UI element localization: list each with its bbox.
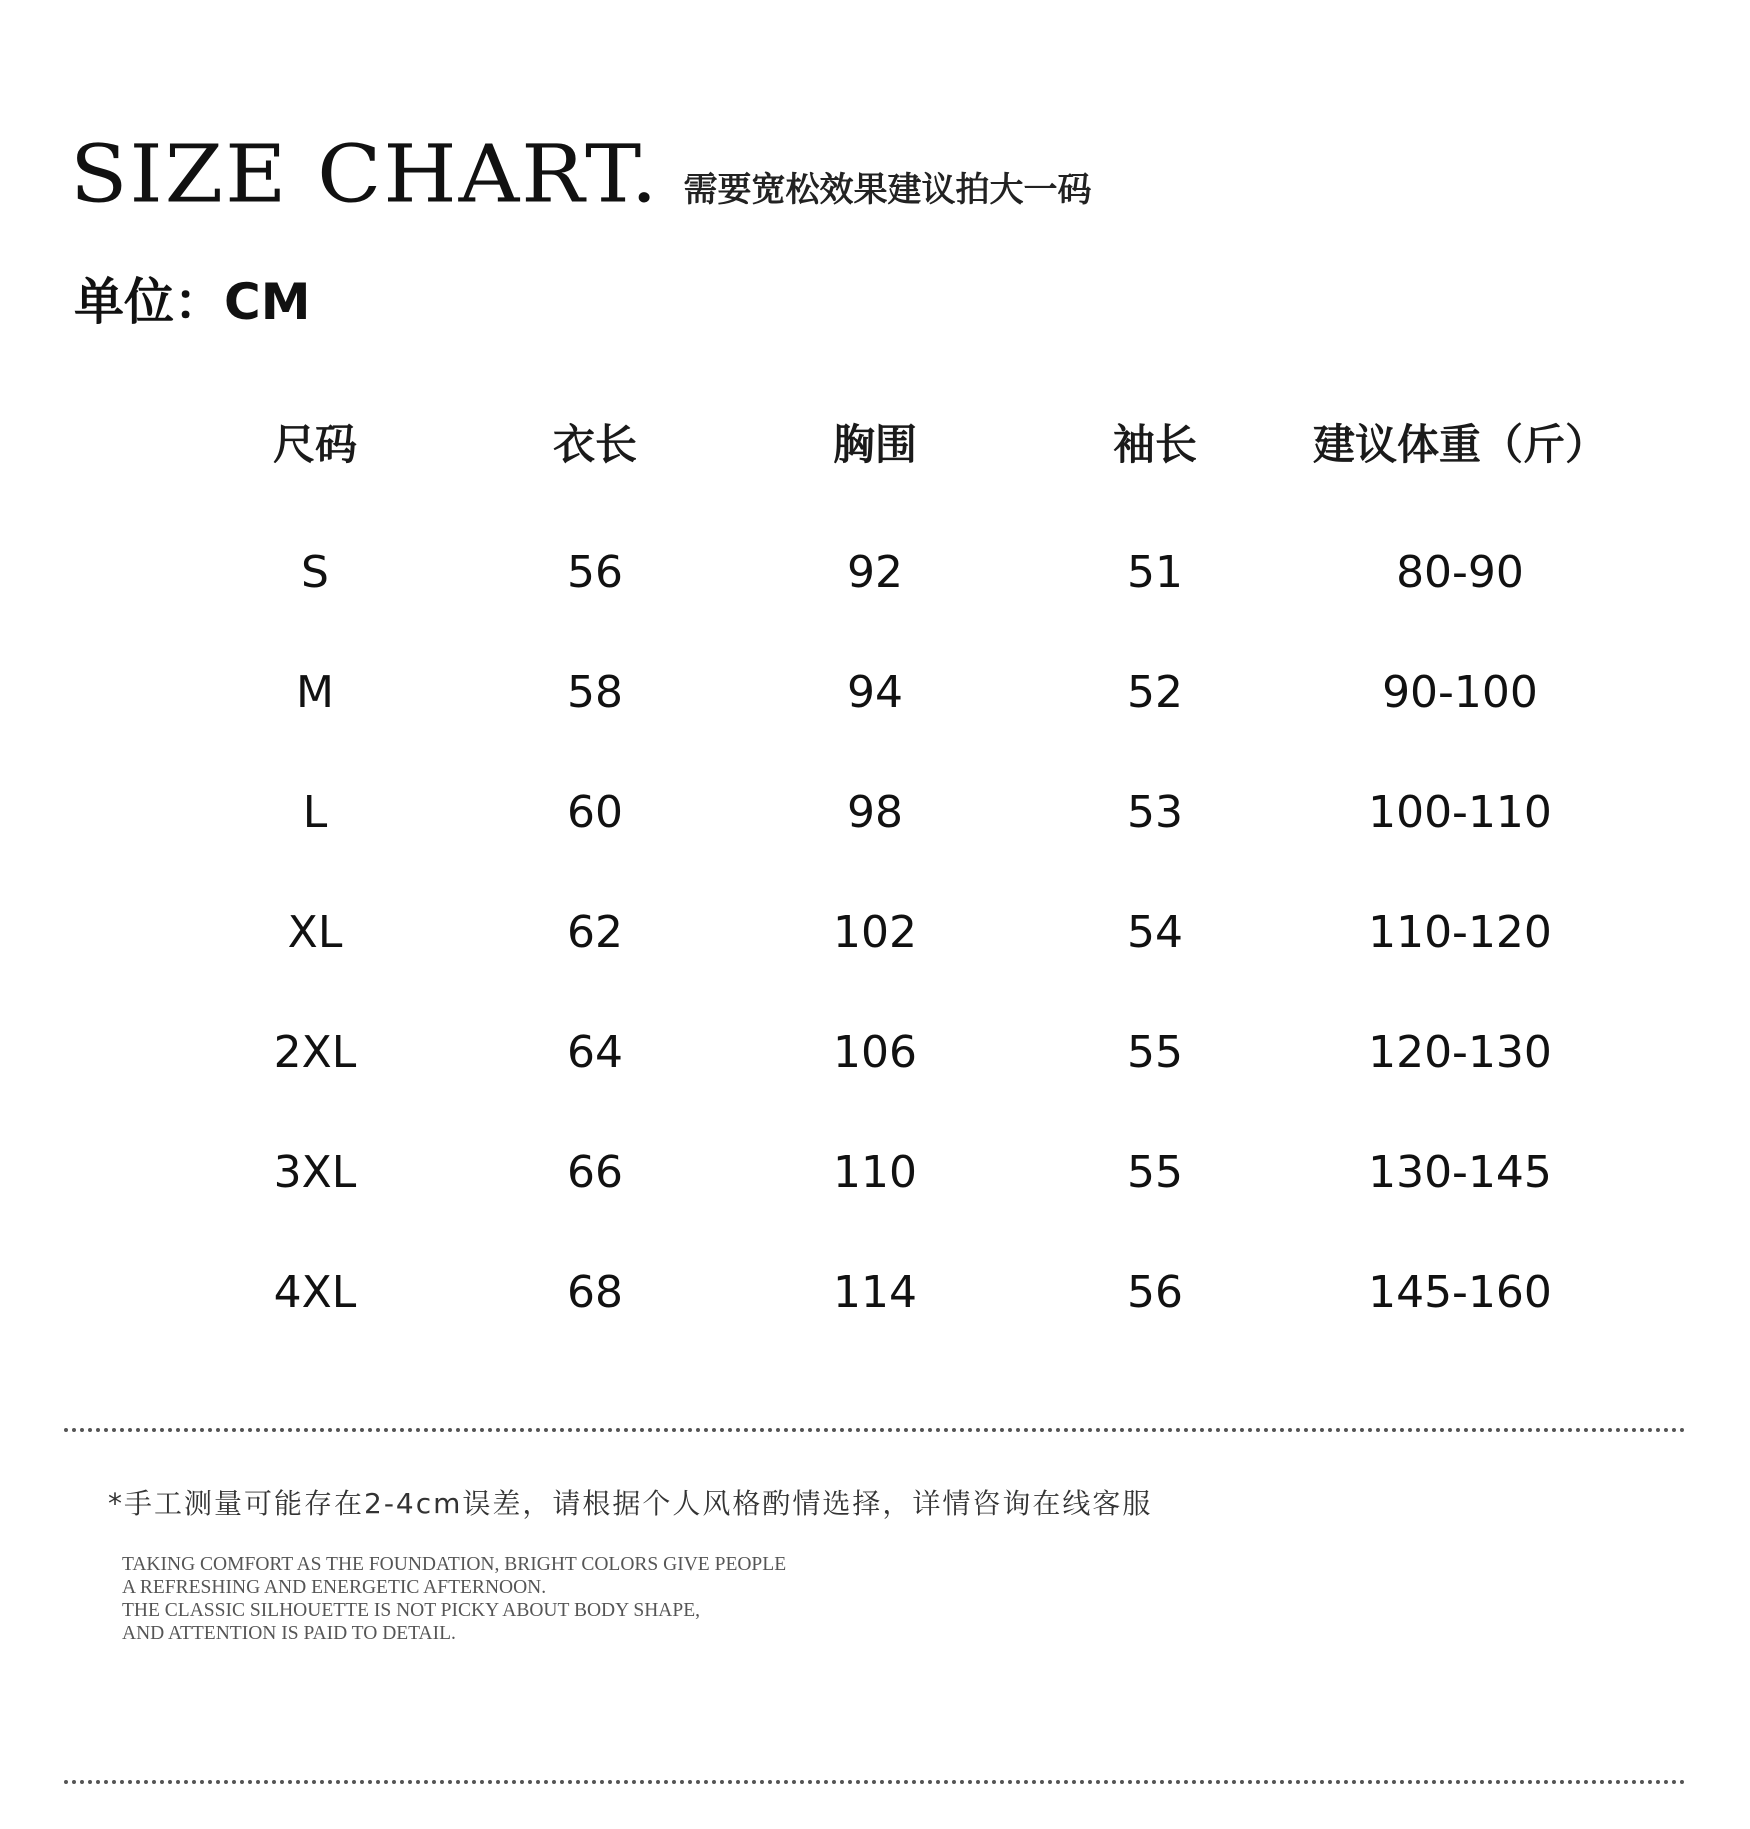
cell-size: XL [287, 906, 343, 958]
cell-size: 3XL [273, 1146, 357, 1198]
cell-size: 2XL [273, 1026, 357, 1078]
cell-weight: 130-145 [1368, 1146, 1552, 1198]
blurb-line: AND ATTENTION IS PAID TO DETAIL. [122, 1623, 456, 1644]
cell-sleeve: 54 [1127, 906, 1183, 958]
cell-weight: 100-110 [1368, 786, 1552, 838]
cell-size: 4XL [273, 1266, 357, 1318]
cell-sleeve: 51 [1127, 546, 1183, 598]
cell-length: 58 [567, 666, 623, 718]
cell-chest: 94 [847, 666, 903, 718]
cell-length: 56 [567, 546, 623, 598]
measurement-note: *手工测量可能存在2-4cm误差，请根据个人风格酌情选择，详情咨询在线客服 [108, 1487, 1153, 1520]
cell-length: 64 [567, 1026, 623, 1078]
cell-size: M [296, 666, 334, 718]
header-length: 衣长 [552, 420, 637, 469]
header-weight: 建议体重（斤） [1312, 420, 1607, 469]
table-row [175, 752, 1625, 872]
cell-chest: 102 [833, 906, 917, 958]
cell-sleeve: 55 [1127, 1026, 1183, 1078]
unit-label: 单位：CM [74, 273, 311, 331]
table-header-row [175, 412, 1625, 512]
table-row [175, 1112, 1625, 1232]
cell-chest: 106 [833, 1026, 917, 1078]
divider-top [64, 1428, 1686, 1432]
description-blurb [122, 1553, 786, 1645]
cell-length: 66 [567, 1146, 623, 1198]
cell-weight: 120-130 [1368, 1026, 1552, 1078]
cell-length: 68 [567, 1266, 623, 1318]
cell-length: 62 [567, 906, 623, 958]
cell-size: S [301, 546, 329, 598]
cell-sleeve: 52 [1127, 666, 1183, 718]
blurb-line: THE CLASSIC SILHOUETTE IS NOT PICKY ABOUT BODY SHAPE, [122, 1600, 700, 1621]
blurb-line: A REFRESHING AND ENERGETIC AFTERNOON. [122, 1577, 547, 1598]
blurb-line: TAKING COMFORT AS THE FOUNDATION, BRIGHT COLORS GIVE PEOPLE [122, 1554, 787, 1575]
header-chest: 胸围 [832, 420, 917, 469]
cell-weight: 145-160 [1368, 1266, 1552, 1318]
header-sleeve: 袖长 [1112, 420, 1197, 469]
cell-length: 60 [567, 786, 623, 838]
table-row [175, 1232, 1625, 1352]
cell-weight: 110-120 [1368, 906, 1552, 958]
page-title: SIZE CHART. [70, 127, 660, 221]
cell-weight: 80-90 [1396, 546, 1524, 598]
cell-sleeve: 56 [1127, 1266, 1183, 1318]
page-subtitle: 需要宽松效果建议拍大一码 [683, 170, 1092, 210]
cell-sleeve: 55 [1127, 1146, 1183, 1198]
cell-weight: 90-100 [1382, 666, 1538, 718]
table-row [175, 872, 1625, 992]
cell-chest: 110 [833, 1146, 917, 1198]
title-row [70, 127, 1092, 221]
header-size: 尺码 [272, 420, 357, 469]
size-table [175, 412, 1625, 1352]
cell-chest: 114 [833, 1266, 917, 1318]
cell-size: L [302, 786, 328, 838]
cell-chest: 98 [847, 786, 903, 838]
cell-sleeve: 53 [1127, 786, 1183, 838]
table-row [175, 512, 1625, 632]
cell-chest: 92 [847, 546, 903, 598]
table-row [175, 632, 1625, 752]
divider-bottom [64, 1780, 1686, 1784]
table-row [175, 992, 1625, 1112]
